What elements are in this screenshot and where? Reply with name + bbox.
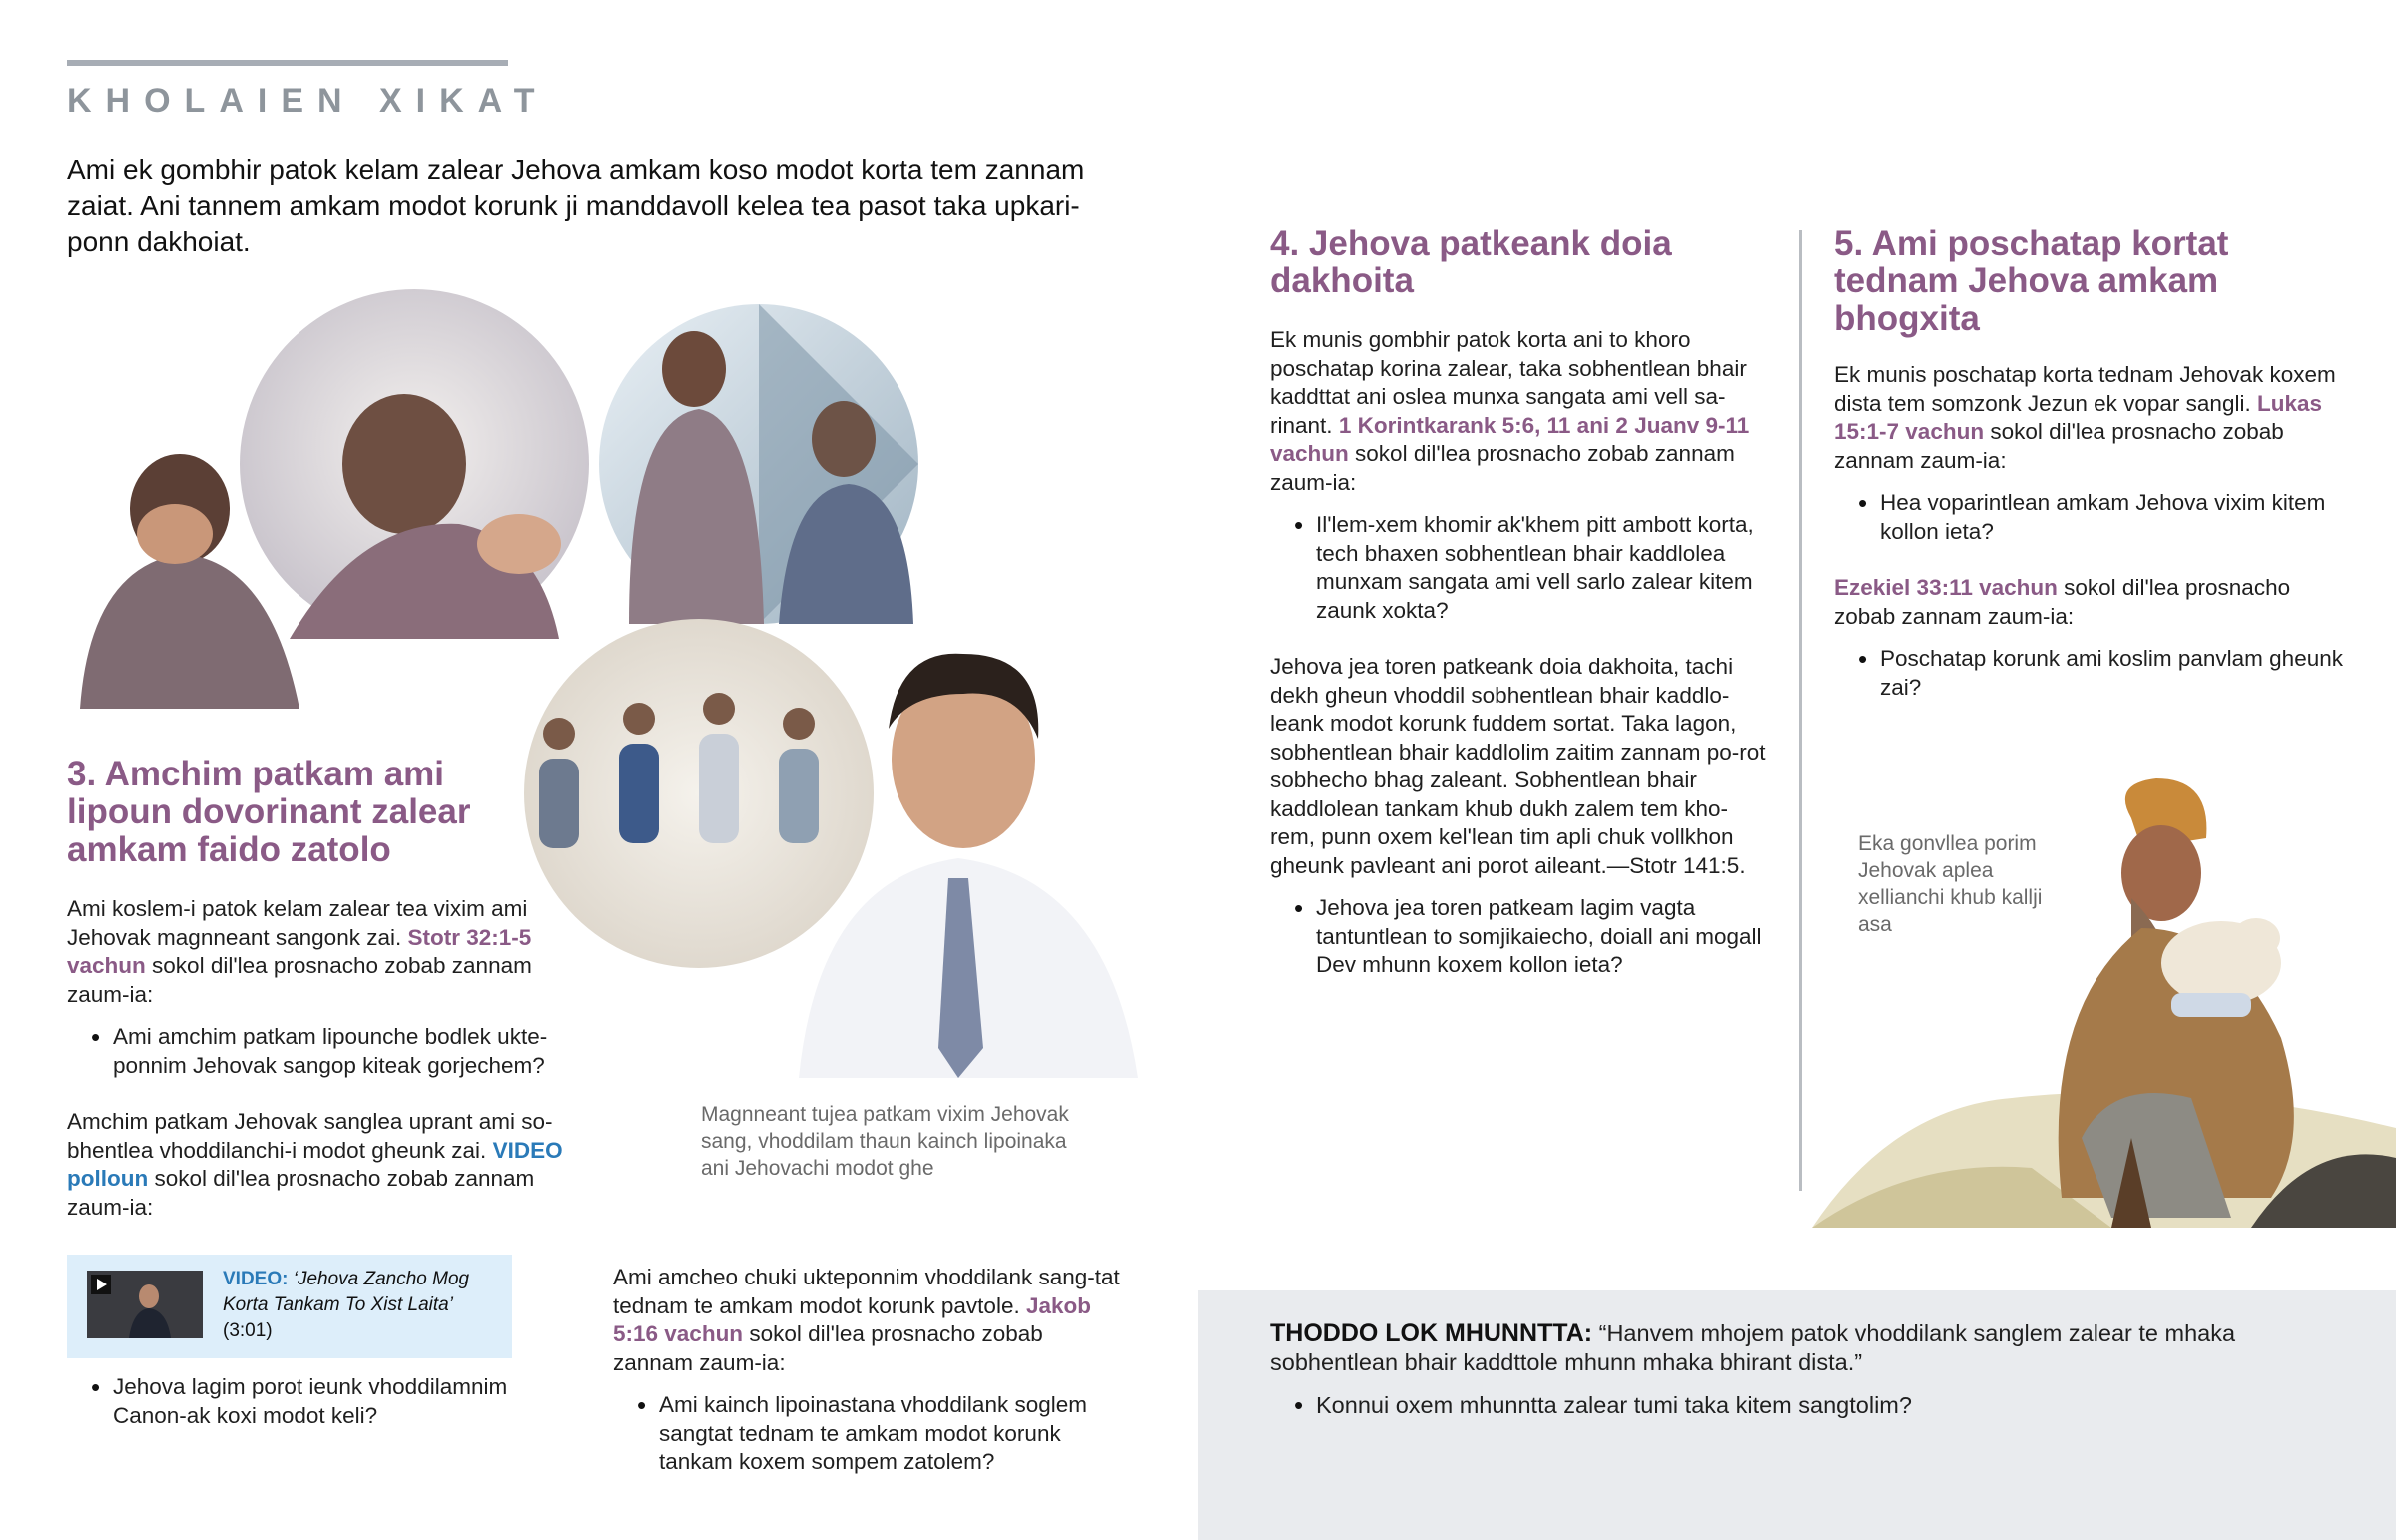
section3-question-3: • Ami kainch lipoinastana vhoddilank soglem sangtat tednam te amkam modot korunk tankam koxem sompem zatolem? — [613, 1391, 1122, 1477]
thoddo-title: THODDO LOK MHUNNTTA: — [1270, 1319, 1593, 1347]
column-divider — [1799, 230, 1802, 1191]
video-label: VIDEO: — [223, 1269, 289, 1289]
section4-p1-ref[interactable]: 1 Korintkarank 5:6, 11 ani 2 Juanv 9-11 vachun — [1270, 412, 1750, 466]
section5-p2-tail: sokol dil'lea prosnacho zobab zannam zaum-ia: — [1834, 575, 2291, 629]
section3-q2-block — [67, 1373, 586, 1430]
section5-question-1: • Hea voparintlean amkam Jehova vixim kitem kollon ieta? — [1834, 489, 2343, 546]
section5-question-2: • Poschatap korunk ami koslim panvlam gheunk zai? — [1834, 645, 2343, 702]
shepherd-caption: Eka gonvllea porim Jehovak aplea xellianchi khub kallji asa — [1858, 832, 2043, 936]
section5-body — [1834, 361, 2343, 702]
section5-p1-tail: sokol dil'lea prosnacho zobab zannam zaum-ia: — [1834, 419, 2284, 473]
section4-p1-text: Ek munis gombhir patok korta ani to khoro poschatap korina zalear, taka sobhentlean bhair kaddttat ani oslea munxa sangata ami vell sa-rinant. — [1270, 327, 1747, 438]
section3-p1-tail: sokol dil'lea prosnacho zobab zannam zaum-ia: — [67, 953, 532, 1007]
section3-continued — [613, 1264, 1122, 1477]
thoddo-content — [1270, 1319, 2268, 1420]
section3-p2-text: Amchim patkam Jehovak sanglea uprant ami so-bhentlea vhoddilanchi-i modot gheunk zai. — [67, 1109, 553, 1163]
section3-p3-text: Ami amcheo chuki ukteponnim vhoddilank sang-tat tednam te amkam modot korunk pavtole. — [613, 1265, 1120, 1318]
section4-title: 4. Jehova patkeank doia dakhoita — [1270, 224, 1672, 300]
section5-p2-ref[interactable]: Ezekiel 33:11 vachun — [1834, 575, 2058, 600]
video-title: ‘Jehova Zancho Mog Korta Tankam To Xist Laita’ — [223, 1269, 470, 1315]
section-kicker: KHOLAIEN XIKAT — [67, 82, 549, 120]
intro-paragraph: Ami ek gombhir patok kelam zalear Jehova amkam koso modot korta tem zannam zaiat. Ani tannem amkam modot korunk ji manddavoll kelea tea pasot taka upkari-ponn dakhoiat. — [67, 154, 1085, 257]
section3-video-link[interactable]: VIDEO polloun — [67, 1137, 563, 1191]
section3-title: 3. Amchim patkam ami lipoun dovorinant zalear amkam faido zatolo — [67, 755, 471, 869]
section3-question-1: • Ami amchim patkam lipounche bodlek ukte-ponnim Jehovak sangop kiteak gorjechem? — [67, 1023, 586, 1080]
section3-body — [67, 895, 586, 1222]
section4-body — [1270, 326, 1769, 980]
section4-p2: Jehova jea toren patkeank doia dakhoita, tachi dekh gheun vhoddil sobhentlean bhair kaddlo-leank modot korunk fuddem sortat. Taka lagon, sobhentlean bhair kaddlolim zaitim zannam po-rot sobhecho bhag zaleant. Sobhentlean bhair kaddlolean tankam khub dukh zalem tem kho-rem, punn oxem kel'lean tim apli chuk vollkhon gheunk pavleant ani porot aileant.—Stotr 141:5. — [1270, 654, 1766, 878]
section5-title: 5. Ami poschatap kortat tednam Jehova amkam bhogxita — [1834, 224, 2229, 338]
thoddo-quote: “Hanvem mhojem patok vhoddilank sanglem zalear te mhaka sobhentlean bhair kaddttole mhunn mhaka bhirant dista.” — [1270, 1320, 2236, 1375]
section4-p1-tail: sokol dil'lea prosnacho zobab zannam zaum-ia: — [1270, 441, 1735, 495]
play-icon[interactable] — [91, 1275, 111, 1294]
section5-p1-text: Ek munis poschatap korta tednam Jehovak koxem dista tem somzonk Jezun ek vopar sangli. — [1834, 362, 2336, 416]
section3-p3-tail: sokol dil'lea prosnacho zobab zannam zaum-ia: — [613, 1321, 1043, 1375]
section4-question-1: • Il'lem-xem khomir ak'khem pitt ambott korta, tech bhaxen sobhentlean bhair kaddlolea munxam sangata ami vell sarlo zalear kitem zaunk xokta? — [1270, 511, 1769, 625]
video-box[interactable] — [67, 1255, 512, 1358]
section3-question-2: • Jehova lagim porot ieunk vhoddilamnim Canon-ak koxi modot keli? — [67, 1373, 586, 1430]
video-text[interactable] — [223, 1267, 502, 1344]
video-thumbnail[interactable] — [87, 1271, 203, 1338]
section3-p1-ref[interactable]: Stotr 32:1-5 vachun — [67, 924, 532, 978]
main-illustration-caption: Magnneant tujea patkam vixim Jehovak sang, vhoddilam thaun kainch lipoinaka ani Jehovachi modot ghe — [701, 1103, 1069, 1180]
header-rule — [67, 60, 508, 66]
video-duration: (3:01) — [223, 1320, 273, 1341]
section3-p3-ref[interactable]: Jakob 5:16 vachun — [613, 1292, 1091, 1346]
section3-p2-tail: sokol dil'lea prosnacho zobab zannam zaum-ia: — [67, 1166, 535, 1220]
section5-p1-ref[interactable]: Lukas 15:1-7 vachun — [1834, 390, 2322, 444]
section3-p1-text: Ami koslem-i patok kelam zalear tea vixim ami Jehovak magnneant sangonk zai. — [67, 896, 528, 950]
thoddo-question: • Konnui oxem mhunntta zalear tumi taka kitem sangtolim? — [1270, 1391, 2268, 1420]
section4-question-2: • Jehova jea toren patkeam lagim vagta tantuntlean to somjikaiecho, doiall ani mogall Dev mhunn koxem kollon ieta? — [1270, 894, 1769, 980]
